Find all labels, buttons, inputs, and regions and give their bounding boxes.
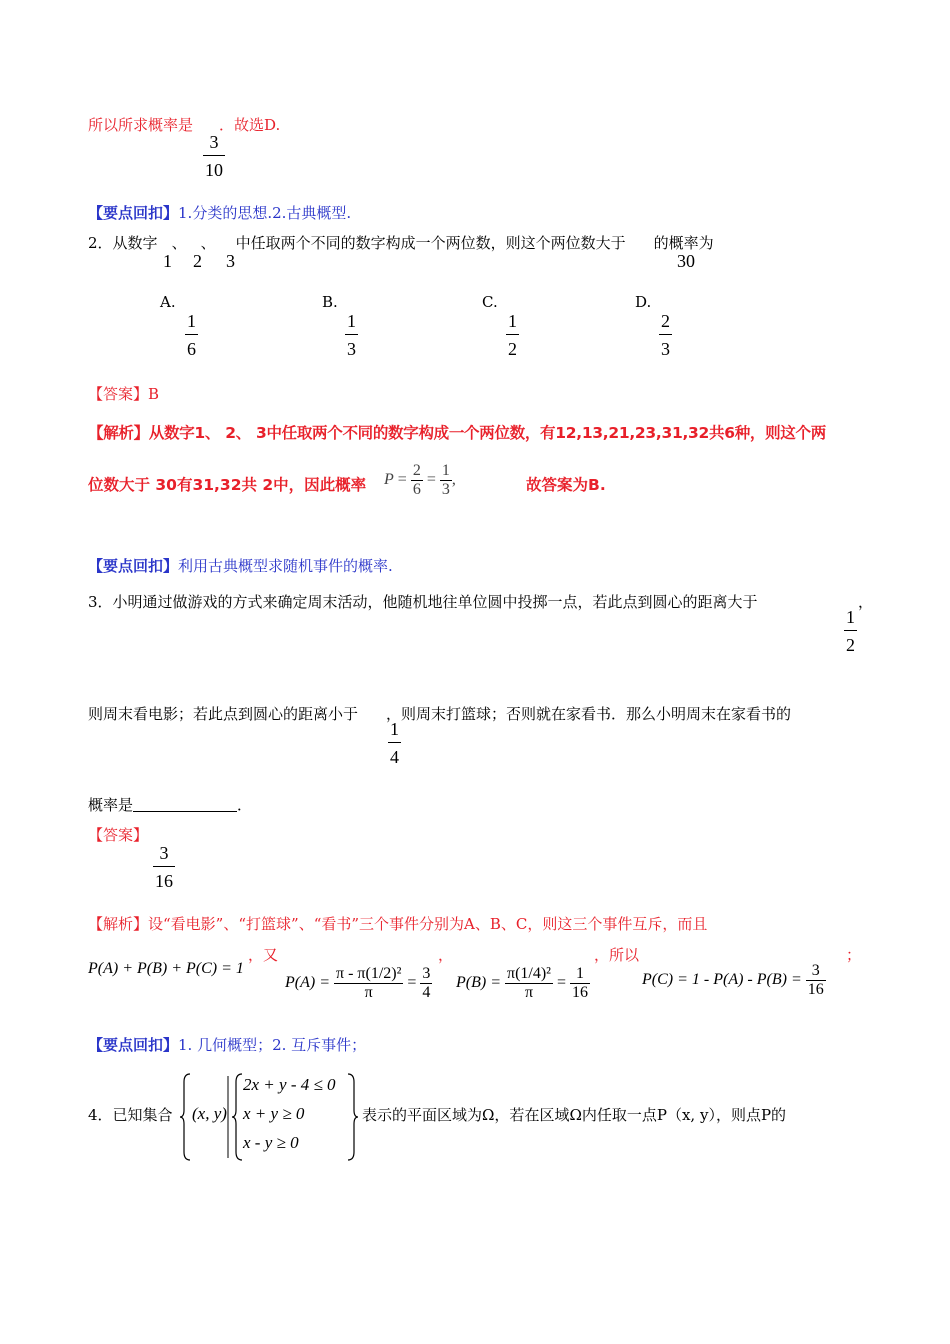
review-label: 【要点回扣】 — [88, 204, 179, 222]
separator: 、 — [200, 234, 216, 252]
prev-conclusion-text-b: ．故选D. — [219, 116, 281, 134]
fraction-denominator: 3 — [347, 339, 356, 359]
review-text: 利用古典概型求随机事件的概率. — [178, 557, 393, 575]
q3-text-b1: 则周末看电影；若此点到圆心的距离小于 — [88, 705, 359, 723]
fraction-denominator: 16 — [807, 981, 824, 998]
q2-digit-2: 2 — [193, 251, 202, 271]
q3-answer-fraction — [153, 842, 175, 892]
option-a-label: A. — [160, 293, 176, 311]
fraction-numerator: 2 — [412, 462, 421, 479]
review-text: 1. 几何概型；2. 互斥事件； — [178, 1036, 367, 1054]
answer-blank[interactable] — [133, 797, 237, 812]
q2-analysis-line2: 位数大于 30有31,32共 2中，因此概率 — [88, 476, 367, 494]
analysis-label: 【解析】 — [88, 424, 149, 442]
fraction-numerator: 3 — [806, 962, 826, 981]
q3-analysis — [88, 913, 707, 934]
q4-text-a: 已知集合 — [112, 1106, 173, 1124]
q3-text-c: 概率是 — [88, 796, 134, 814]
q2-analysis-line1 — [88, 421, 826, 443]
q2-review — [88, 555, 393, 576]
eq-fraction — [334, 965, 403, 1002]
fraction-numerator: 1 — [187, 311, 196, 331]
q2-digit-1: 1 — [163, 251, 172, 271]
fraction-denominator: π — [524, 984, 534, 1001]
eq-lhs: P(B) = — [456, 974, 501, 992]
prob-fraction-2 — [440, 462, 452, 499]
analysis-text: 设“看电影”、“打篮球”、“看书”三个事件分别为A、B、C，则这三个事件互斥，而且 — [148, 915, 708, 933]
analysis-text: 从数字1、 2、 3中任取两个不同的数字构成一个两位数，有12,13,21,23,31,32共6种，则这个两 — [148, 424, 826, 442]
fraction-denominator: 4 — [422, 984, 431, 1001]
q3-text-b2: ，则周末打篮球；否则就在家看书．那么小明周末在家看书的 — [386, 705, 792, 723]
eq-fraction — [505, 965, 553, 1002]
q2-threshold: 30 — [677, 251, 695, 271]
fraction-denominator: 2 — [508, 339, 517, 359]
fraction-numerator: 1 — [441, 462, 450, 479]
answer-label: 【答案】 — [88, 385, 149, 403]
q2-text-b: 中任取两个不同的数字构成一个两位数，则这个两位数大于 — [235, 234, 626, 252]
q4-stem-a — [88, 1104, 173, 1125]
condition-2: x + y ≥ 0 — [243, 1104, 305, 1123]
fraction-denominator: π — [364, 984, 373, 1001]
fraction-numerator: 3 — [209, 132, 219, 152]
fraction-numerator: 1 — [390, 719, 399, 739]
fraction-numerator: 2 — [661, 311, 670, 331]
q2-digit-3: 3 — [226, 251, 235, 271]
question-number: 4． — [88, 1106, 113, 1124]
review-label: 【要点回扣】 — [88, 1036, 179, 1054]
option-b-fraction — [345, 310, 358, 360]
connector-suoyi: ，所以 — [594, 946, 640, 964]
review-label: 【要点回扣】 — [88, 557, 179, 575]
option-d-label: D. — [635, 293, 652, 311]
fraction-numerator: π - π(1/2)² — [336, 965, 402, 982]
fraction-numerator: 3 — [159, 843, 169, 863]
q2-analysis-conclusion: 故答案为B. — [526, 476, 606, 494]
question-number: 3． — [88, 593, 113, 611]
connector-semicolon: ； — [846, 946, 862, 964]
eq-result — [806, 962, 826, 999]
option-d-fraction — [659, 310, 672, 360]
q3-text-c-end: ． — [237, 796, 253, 814]
q2-text-a: 从数字 — [112, 234, 158, 252]
prob-symbol: P — [384, 471, 394, 489]
prev-answer-fraction — [203, 131, 225, 181]
fraction-numerator: π(1/4)² — [507, 965, 551, 982]
q2-prob-formula: P = $\frac{2}{6}$ = $\frac{1}{3}$ , — [384, 462, 456, 498]
q3-fraction-half — [844, 606, 857, 656]
q4-stem-b: 表示的平面区域为Ω，若在区域Ω内任取一点P（x, y），则点P的 — [362, 1106, 787, 1124]
eq-lhs: P(C) = 1 - P(A) - P(B) = — [642, 971, 802, 989]
set-variable: (x, y) — [192, 1104, 227, 1123]
connector-comma: ， — [438, 946, 454, 964]
fraction-denominator: 3 — [441, 481, 450, 498]
q3-fraction-quarter — [388, 718, 401, 768]
fraction-denominator: 2 — [846, 635, 855, 655]
question-number: 2． — [88, 234, 113, 252]
review-text: 1.分类的思想.2.古典概型. — [178, 204, 352, 222]
q3-text-a: 小明通过做游戏的方式来确定周末活动，他随机地往单位圆中投掷一点，若此点到圆心的距离大于 — [112, 593, 758, 611]
fraction-numerator: 1 — [508, 311, 517, 331]
analysis-label: 【解析】 — [88, 915, 149, 933]
q3-stem-line2 — [88, 703, 791, 724]
fraction-denominator: 10 — [205, 160, 223, 180]
option-c-fraction — [506, 310, 519, 360]
q2-stem — [88, 232, 714, 253]
option-a-fraction — [185, 310, 198, 360]
fraction-denominator: 16 — [572, 984, 589, 1001]
fraction-denominator: 4 — [390, 747, 399, 767]
q3-eq-pa: P(A) = $\frac{\text{π - π(1/2)²}}{\pi}$ = $\frac{3}{4}$ — [285, 965, 431, 1001]
fraction-denominator: 3 — [661, 339, 670, 359]
fraction-numerator: 1 — [846, 607, 855, 627]
prob-fraction-1 — [411, 462, 423, 499]
fraction-numerator: 3 — [422, 965, 431, 982]
q3-stem-line1 — [88, 591, 758, 612]
prev-review — [88, 202, 351, 223]
q2-text-c: 的概率为 — [653, 234, 714, 252]
q3-answer-label: 【答案】 — [88, 826, 149, 844]
prev-conclusion — [88, 114, 280, 135]
q3-comma: ， — [858, 593, 874, 611]
fraction-numerator: 1 — [347, 311, 356, 331]
condition-1: 2x + y - 4 ≤ 0 — [243, 1075, 336, 1094]
q3-eq-pc — [642, 962, 826, 999]
condition-3: x - y ≥ 0 — [243, 1133, 299, 1152]
q3-eq-pb: P(B) = $\frac{\text{π(1/4)²}}{\pi}$ = $\frac{1}{16}$ — [456, 965, 589, 1001]
option-b-label: B. — [322, 293, 338, 311]
separator: 、 — [171, 234, 187, 252]
option-c-label: C. — [482, 293, 498, 311]
q2-answer — [88, 383, 159, 404]
fraction-denominator: 16 — [155, 871, 173, 891]
answer-value: B — [148, 385, 160, 403]
eq-lhs: P(A) = — [285, 974, 330, 992]
connector-you: ，又 — [248, 946, 279, 964]
fraction-denominator: 6 — [412, 481, 421, 498]
eq-result — [420, 965, 432, 1002]
fraction-numerator: 1 — [570, 965, 590, 984]
prev-conclusion-text-a: 所以所求概率是 — [88, 116, 194, 134]
fraction-denominator: 6 — [187, 339, 196, 359]
q3-eq-sum: P(A) + P(B) + P(C) = 1 — [88, 960, 244, 977]
q3-review — [88, 1034, 366, 1055]
eq-result — [570, 965, 590, 1002]
q3-stem-line3 — [88, 794, 252, 815]
